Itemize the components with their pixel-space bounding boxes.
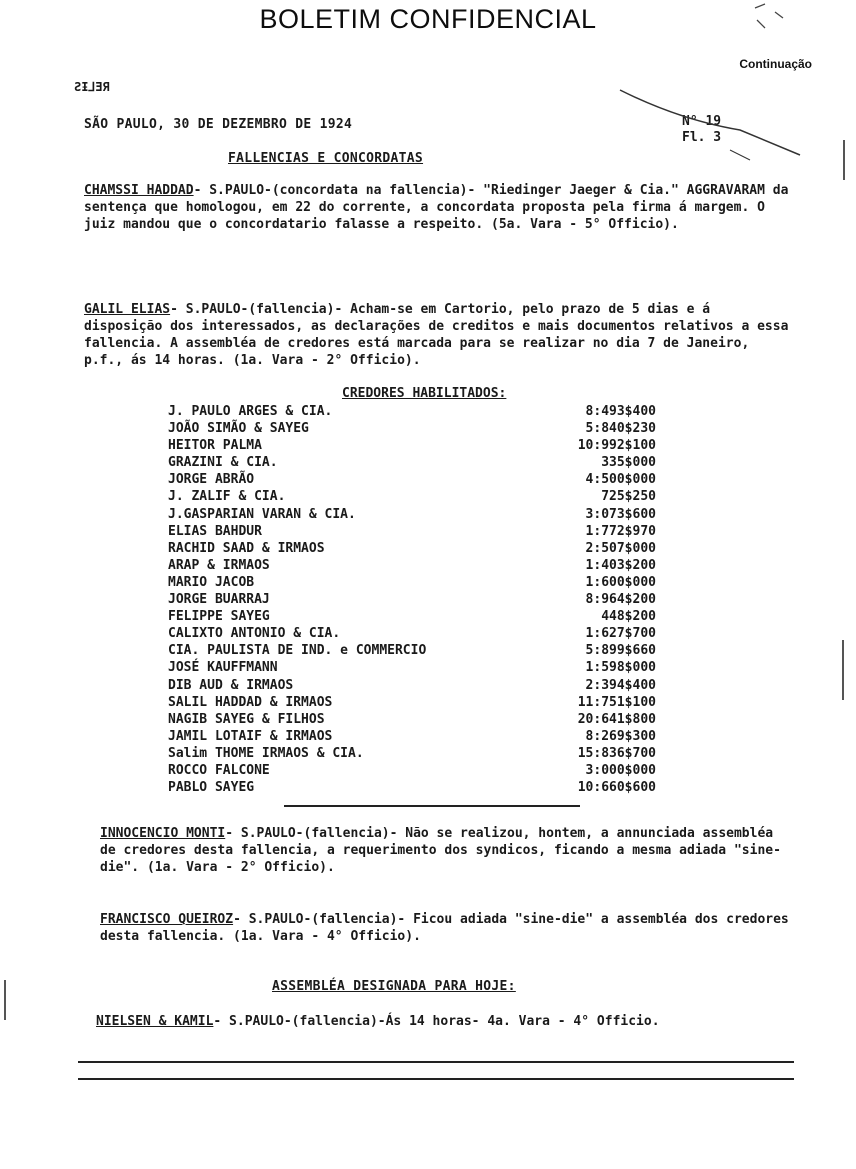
entry-text: - S.PAULO-(fallencia)- Ficou adiada "sine-die" a assembléa dos credores desta fallencia. (1a. Vara - 4° Officio).	[100, 912, 789, 944]
creditor-amount: 10:660$600	[577, 780, 656, 796]
creditor-name: J. PAULO ARGES & CIA.	[168, 404, 333, 419]
entry-text: - S.PAULO-(fallencia)- Não se realizou, hontem, a annunciada assembléa de credores desta fallencia, a requerimento dos syndicos, ficando a mesma adiada "sine-die". (1a. Vara - 2° Officio).	[100, 826, 781, 875]
creditor-row	[168, 437, 656, 454]
creditor-amount: 4:500$000	[585, 472, 656, 488]
entry-name: INNOCENCIO MONTI	[100, 826, 226, 841]
creditor-row	[168, 642, 656, 659]
bulletin-title: BOLETIM CONFIDENCIAL	[259, 4, 597, 34]
creditor-name: JOSÉ KAUFFMANN	[168, 660, 278, 676]
edge-speck	[843, 140, 845, 180]
creditor-row	[168, 454, 656, 471]
creditor-row	[168, 557, 656, 574]
creditor-row	[168, 471, 656, 488]
creditor-name: JOÃO SIMÃO & SAYEG	[168, 421, 309, 437]
creditor-name: GRAZINI & CIA.	[168, 455, 278, 471]
creditor-row	[168, 711, 656, 728]
bottom-rule-1	[78, 1061, 794, 1063]
creditor-amount: 5:840$230	[585, 421, 656, 437]
creditor-amount: 1:772$970	[585, 523, 656, 539]
creditor-row	[168, 608, 656, 625]
creditor-row	[168, 677, 656, 694]
creditor-name: CALIXTO ANTONIO & CIA.	[168, 626, 341, 642]
entry-name: FRANCISCO QUEIROZ	[100, 912, 234, 927]
creditor-amount: 15:836$700	[577, 745, 656, 761]
creditor-amount: 335$000	[601, 455, 656, 471]
entry-innocencio-monti	[100, 825, 790, 876]
creditor-name: PABLO SAYEG	[168, 780, 255, 796]
creditor-name: JORGE ABRÃO	[168, 472, 255, 488]
creditor-amount: 8:493$400	[585, 404, 656, 419]
creditor-amount: 8:269$300	[585, 728, 656, 744]
scan-mark	[600, 60, 830, 170]
creditor-amount: 2:507$000	[585, 540, 656, 556]
creditor-name: MARIO JACOB	[168, 574, 255, 590]
creditor-amount: 20:641$800	[577, 711, 656, 727]
continuation-label: Continuação	[739, 57, 812, 71]
creditor-name: ELIAS BAHDUR	[168, 523, 262, 539]
date-line: SÃO PAULO, 30 DE DEZEMBRO DE 1924	[84, 117, 353, 132]
edge-speck	[842, 640, 844, 700]
creditor-amount: 5:899$660	[585, 643, 656, 659]
entry-name: NIELSEN & KAMIL	[96, 1014, 214, 1029]
creditor-row	[168, 574, 656, 591]
creditor-row	[168, 506, 656, 523]
creditor-amount: 11:751$100	[577, 694, 656, 710]
entry-nielsen-kamil	[96, 1013, 786, 1030]
creditor-row	[168, 403, 656, 420]
creditor-amount: 1:600$000	[585, 574, 656, 590]
creditor-amount: 1:598$000	[585, 660, 656, 676]
section-title: FALLENCIAS E CONCORDATAS	[228, 151, 424, 166]
creditor-name: Salim THOME IRMAOS & CIA.	[168, 745, 364, 761]
sheet-number: Fl. 3	[682, 130, 722, 145]
creditor-row	[168, 745, 656, 762]
creditor-row	[168, 540, 656, 557]
creditor-row	[168, 779, 656, 796]
creditor-name: SALIL HADDAD & IRMAOS	[168, 694, 333, 710]
creditor-name: ROCCO FALCONE	[168, 762, 270, 778]
creditor-name: RACHID SAAD & IRMAOS	[168, 540, 325, 556]
creditor-amount: 3:073$600	[585, 506, 656, 522]
creditor-row	[168, 728, 656, 745]
creditor-amount: 8:964$200	[585, 592, 656, 608]
creditor-amount: 10:992$100	[577, 438, 656, 454]
assembly-title: ASSEMBLÉA DESIGNADA PARA HOJE:	[272, 979, 516, 994]
section-divider	[284, 805, 580, 807]
creditor-row	[168, 659, 656, 676]
creditor-amount: 448$200	[601, 609, 656, 625]
creditor-amount: 3:000$000	[585, 762, 656, 778]
creditor-amount: 1:627$700	[585, 626, 656, 642]
creditor-name: FELIPPE SAYEG	[168, 609, 270, 625]
entry-text: - S.PAULO-(fallencia)- Acham-se em Cartorio, pelo prazo de 5 dias e á disposição dos interessados, as declarações de creditos e mais documentos relativos a essa fallencia. A assembléa de credores está marcada para se realizar no dia 7 de Janeiro, p.f., ás 14 horas. (1a. Vara - 2° Officio).	[84, 302, 789, 368]
creditor-row	[168, 762, 656, 779]
entry-chamssi-haddad	[84, 182, 790, 233]
creditor-row	[168, 420, 656, 437]
creditor-name: CIA. PAULISTA DE IND. e COMMERCIO	[168, 643, 427, 659]
creditor-name: DIB AUD & IRMAOS	[168, 677, 294, 693]
creditor-row	[168, 488, 656, 505]
bottom-rule-2	[78, 1078, 794, 1080]
creditor-amount: 2:394$400	[585, 677, 656, 693]
creditor-row	[168, 625, 656, 642]
corner-stamp-mark	[735, 0, 795, 40]
creditor-name: J.GASPARIAN VARAN & CIA.	[168, 506, 356, 522]
creditor-name: JAMIL LOTAIF & IRMAOS	[168, 728, 333, 744]
creditor-name: JORGE BUARRAJ	[168, 592, 270, 608]
entry-text: - S.PAULO-(fallencia)-Ás 14 horas- 4a. Vara - 4° Officio.	[213, 1014, 660, 1029]
creditors-list	[168, 403, 656, 796]
entry-galil-elias	[84, 301, 790, 369]
creditor-amount: 1:403$200	[585, 557, 656, 573]
document-code: ƧƗ⅃ƎЯ	[74, 80, 110, 94]
creditor-name: J. ZALIF & CIA.	[168, 489, 286, 505]
creditor-row	[168, 523, 656, 540]
edge-speck	[4, 980, 6, 1020]
creditor-name: ARAP & IRMAOS	[168, 557, 270, 573]
creditor-name: HEITOR PALMA	[168, 438, 262, 454]
creditors-title: CREDORES HABILITADOS:	[342, 386, 507, 401]
creditor-amount: 725$250	[601, 489, 656, 505]
creditor-row	[168, 591, 656, 608]
entry-name: GALIL ELIAS	[84, 302, 171, 317]
creditor-name: NAGIB SAYEG & FILHOS	[168, 711, 325, 727]
entry-name: CHAMSSI HADDAD	[84, 183, 194, 198]
reference-number: N° 19	[682, 114, 722, 129]
entry-text: - S.PAULO-(concordata na fallencia)- "Riedinger Jaeger & Cia." AGGRAVARAM da sentença que homologou, em 22 do corrente, a concordata proposta pela firma á margem. O juiz mandou que o concordatario falasse a respeito. (5a. Vara - 5° Officio).	[84, 183, 789, 232]
entry-francisco-queiroz	[100, 911, 790, 945]
creditor-row	[168, 694, 656, 711]
